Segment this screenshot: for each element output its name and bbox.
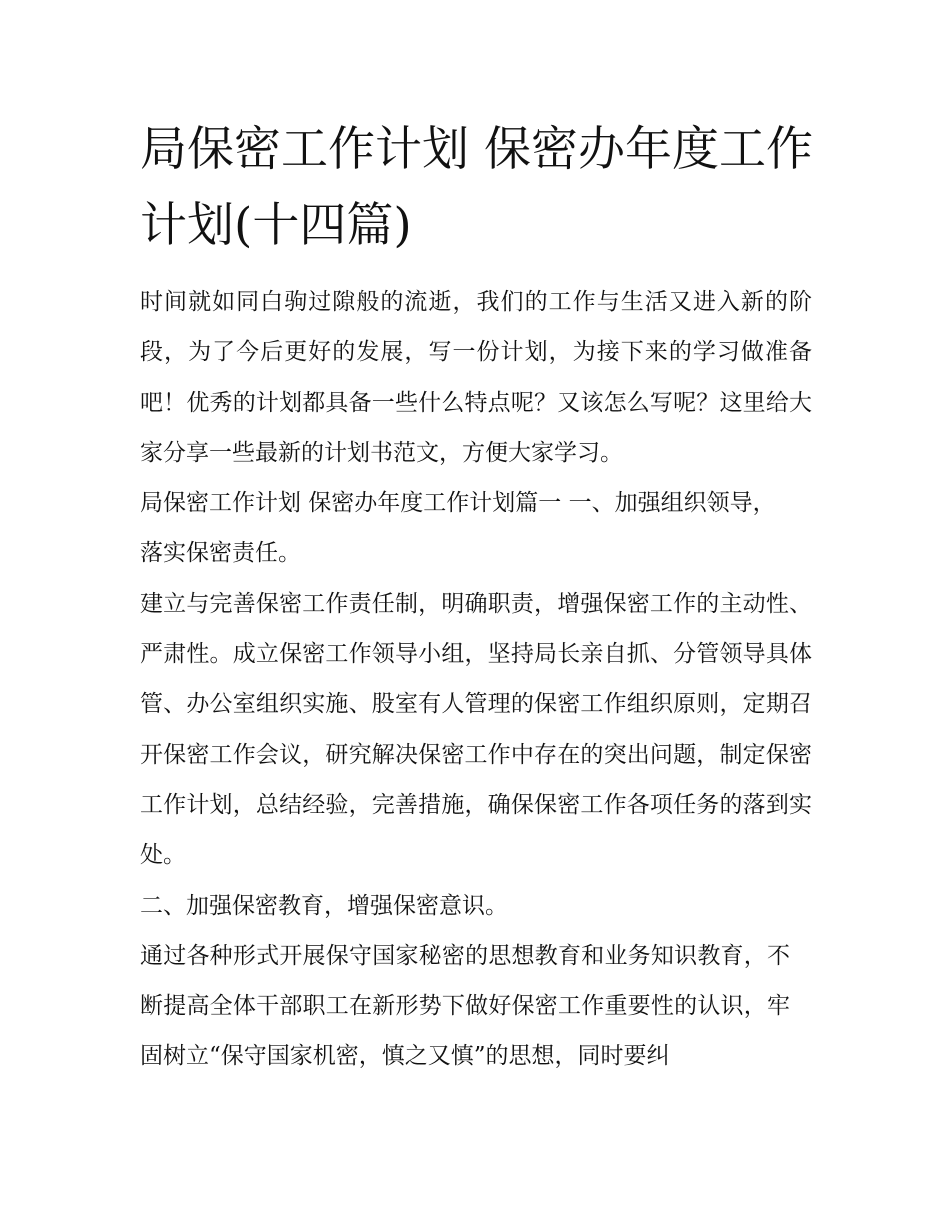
paragraph-section-one-body: 建立与完善保密工作责任制，明确职责，增强保密工作的主动性、严肃性。成立保密工作领导小组，坚持局长亲自抓、分管领导具体管、办公室组织实施、股室有人管理的保密工作组织原则，定期召开保密工作会议，研究解决保密工作中存在的突出问题，制定保密工作计划，总结经验，完善措施，确保保密工作各项任务的落到实处。 [140,590,812,869]
document-body [140,277,812,1082]
document-title: 局保密工作计划 保密办年度工作计划(十四篇) [140,122,813,253]
paragraph-section-two-body: 通过各种形式开展保守国家秘密的思想教育和业务知识教育，不断提高全体干部职工在新形势下做好保密工作重要性的认识，牢固树立“保守国家机密，慎之又慎”的思想，同时要纠 [140,942,790,1070]
paragraph-section-two-heading: 二、加强保密教育，增强保密意识。 [140,892,508,919]
paragraph-intro: 时间就如同白驹过隙般的流逝，我们的工作与生活又进入新的阶段，为了今后更好的发展，写一份计划，为接下来的学习做准备吧！优秀的计划都具备一些什么特点呢？又该怎么写呢？这里给大家分享一些最新的计划书范文，方便大家学习。 [140,289,812,466]
paragraph-section-one-heading: 局保密工作计划 保密办年度工作计划篇一 一、加强组织领导，落实保密责任。 [140,490,776,567]
